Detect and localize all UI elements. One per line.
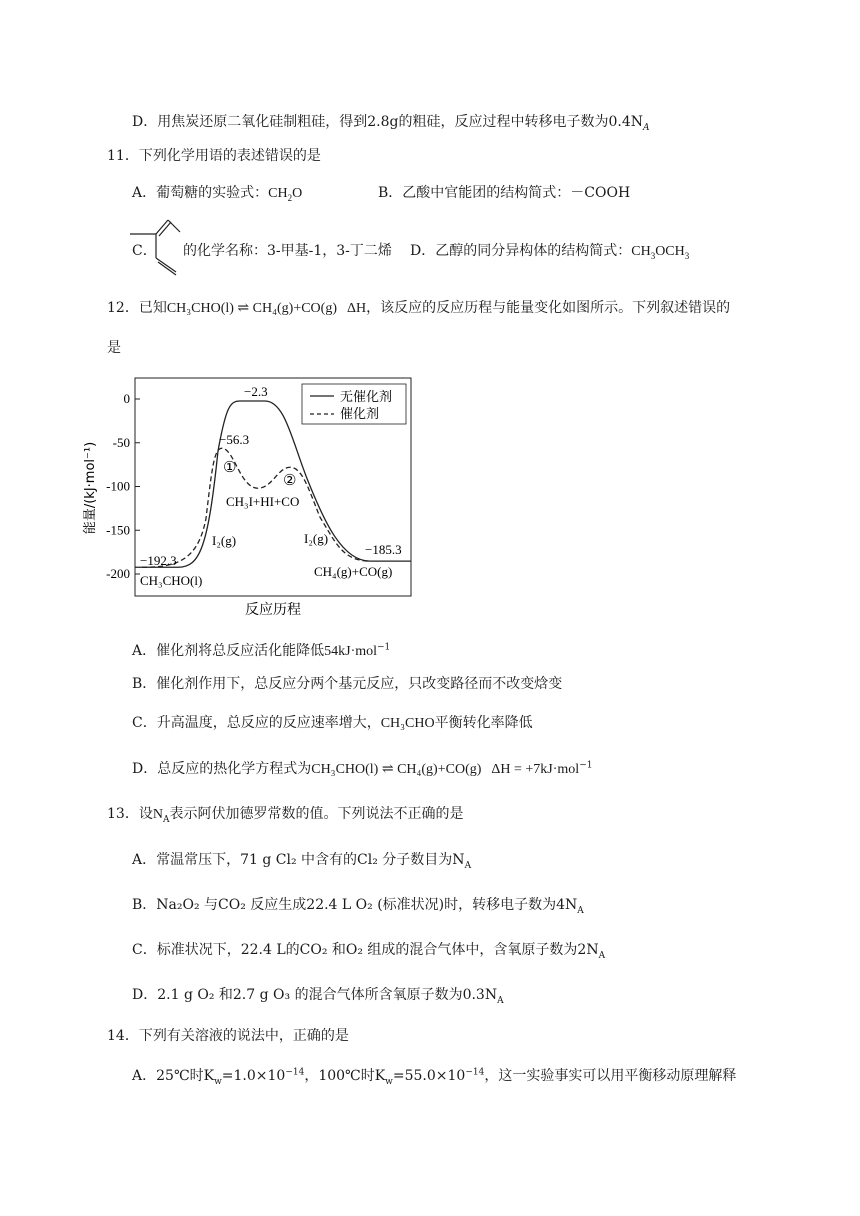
label-i2-right: I₂(g)	[304, 531, 329, 546]
label-peak-uncat: −2.3	[244, 384, 268, 399]
option-text: 2.1 g O₂ 和2.7 g O₃ 的混合气体所含氧原子数为0.3N	[157, 987, 498, 1003]
text-4: =55.0×10	[392, 1068, 466, 1084]
q12-stem-line2: 是	[107, 340, 121, 356]
option-label: C．	[132, 715, 157, 731]
q12-option-d	[132, 759, 592, 780]
formula-sub: 2	[287, 192, 293, 203]
formula-end: O	[292, 186, 303, 201]
y-tick-label: -100	[106, 478, 130, 494]
option-label: C．	[132, 942, 157, 958]
q11-stem: 11．下列化学用语的表述错误的是	[107, 148, 321, 164]
label-peak-cat1: −56.3	[219, 432, 250, 447]
option-label: A．	[132, 1068, 157, 1084]
option-text: 乙醇的同分异构体的结构简式：	[435, 243, 632, 259]
option-label: B．	[378, 185, 403, 201]
q14-option-a	[132, 1066, 736, 1086]
subscript: A	[642, 122, 650, 133]
formula-mid: OCH	[655, 244, 685, 259]
label-end-value: −185.3	[365, 542, 402, 557]
option-text: 乙酸中官能团的结构简式：－COOH	[402, 185, 631, 201]
sub-w: w	[214, 1076, 222, 1087]
q11-option-b	[378, 183, 630, 203]
sub-a: A	[497, 995, 504, 1006]
y-tick-label: -200	[106, 566, 130, 581]
option-text: 常温常压下，71 g Cl₂ 中含有的Cl₂ 分子数目为N	[156, 852, 465, 868]
exp-1: −14	[285, 1067, 305, 1078]
label-intermediate: CH₃I+HI+CO	[226, 494, 300, 509]
option-text-2: 平衡转化率降低	[434, 715, 533, 731]
option-text: 用焦炭还原二氧化硅制粗硅，得到2.8g的粗硅，反应过程中转移电子数为0.4N	[157, 114, 643, 130]
option-text: 总反应的热化学方程式为	[157, 761, 312, 777]
label-step1: ①	[223, 460, 237, 476]
sub-a: A	[464, 860, 472, 871]
stem-prefix: 13．设	[107, 806, 153, 822]
na-sub: A	[162, 814, 170, 825]
x-axis-label: 反应历程	[245, 602, 301, 618]
option-label: D．	[132, 114, 158, 130]
label-step2: ②	[283, 473, 297, 489]
option-label: A．	[132, 643, 157, 659]
text-1: 25℃时K	[156, 1068, 215, 1084]
formula: CH	[631, 244, 651, 259]
label-i2-left: I₂(g)	[212, 533, 237, 548]
q11-option-c-text: 的化学名称：3-甲基-1，3-丁二烯	[183, 243, 392, 259]
q14-stem: 14．下列有关溶液的说法中，正确的是	[107, 1028, 349, 1044]
option-text: 催化剂作用下，总反应分两个基元反应，只改变路径而不改变焓变	[156, 676, 563, 692]
q11-option-a	[132, 183, 302, 204]
stem-suffix: ，该反应的反应历程与能量变化如图所示。下列叙述错误的	[366, 300, 731, 316]
option-label: D．	[132, 987, 158, 1003]
isoprene-structure	[130, 216, 186, 280]
legend-uncatalyzed: 无催化剂	[340, 390, 393, 405]
q12-stem	[107, 298, 730, 319]
na-symbol: N	[152, 807, 163, 822]
option-label: D．	[132, 761, 158, 777]
q13-option-d	[132, 985, 504, 1005]
equation: CH₃CHO(l) ⇌ CH₄(g)+CO(g)	[166, 301, 337, 316]
q10-option-d	[132, 112, 649, 132]
sub-2: 3	[684, 250, 690, 261]
y-tick-label: 0	[123, 391, 130, 406]
option-value: 54kJ·mol	[324, 644, 378, 659]
sub-1: 3	[650, 250, 656, 261]
label-end-species: CH₄(g)+CO(g)	[314, 564, 393, 579]
q12-option-c	[132, 713, 533, 734]
q12-option-b	[132, 674, 562, 694]
y-tick-label: -50	[112, 434, 130, 450]
option-label: B．	[132, 676, 157, 692]
option-sup: −1	[579, 760, 593, 771]
option-text: 催化剂将总反应活化能降低	[156, 643, 325, 659]
option-text: 葡萄糖的实验式：	[156, 185, 269, 201]
y-axis-label: 能量/(kJ·mol⁻¹)	[83, 441, 98, 535]
stem-suffix: 表示阿伏加德罗常数的值。下列说法不正确的是	[169, 806, 464, 822]
exp-2: −14	[465, 1067, 485, 1078]
option-formula: CH₃CHO	[380, 716, 435, 731]
option-text: 标准状况下，22.4 L的CO₂ 和O₂ 组成的混合气体中，含氧原子数为2N	[156, 942, 599, 958]
sub-a: A	[577, 905, 584, 916]
text-5: ，这一实验事实可以用平衡移动原理解释	[484, 1068, 737, 1084]
option-sup: −1	[377, 642, 391, 653]
text-3: ，100℃时K	[304, 1068, 386, 1084]
delta-h: ΔH	[346, 301, 367, 316]
y-tick-label: -150	[106, 522, 130, 538]
sub-w-2: w	[385, 1076, 393, 1087]
q13-option-c	[132, 940, 605, 960]
label-start-species: CH₃CHO(l)	[140, 573, 203, 588]
option-label: D．	[410, 243, 436, 259]
q13-option-a	[132, 850, 471, 870]
option-text-1: 升高温度，总反应的反应速率增大，	[156, 715, 381, 731]
q13-option-b	[132, 895, 584, 915]
formula: CH	[268, 186, 288, 201]
q11-option-d	[410, 241, 689, 262]
sub-a: A	[598, 950, 606, 961]
q11-option-c-label: C．	[132, 243, 157, 259]
text-2: =1.0×10	[221, 1068, 286, 1084]
energy-profile-chart	[80, 370, 420, 625]
option-label: A．	[132, 852, 157, 868]
stem-prefix: 12．已知	[107, 300, 167, 316]
q13-stem	[107, 804, 463, 825]
option-equation: CH₃CHO(l) ⇌ CH₄(g)+CO(g)	[311, 762, 482, 777]
option-text: Na₂O₂ 与CO₂ 反应生成22.4 L O₂ (标准状况)时，转移电子数为4N	[156, 897, 578, 913]
legend-catalyzed: 催化剂	[340, 407, 380, 422]
option-label: B．	[132, 897, 157, 913]
q12-option-a	[132, 641, 390, 662]
option-dh: ΔH = +7kJ·mol	[491, 762, 580, 777]
option-label: A．	[132, 185, 157, 201]
label-start-value: −192.3	[140, 553, 177, 568]
